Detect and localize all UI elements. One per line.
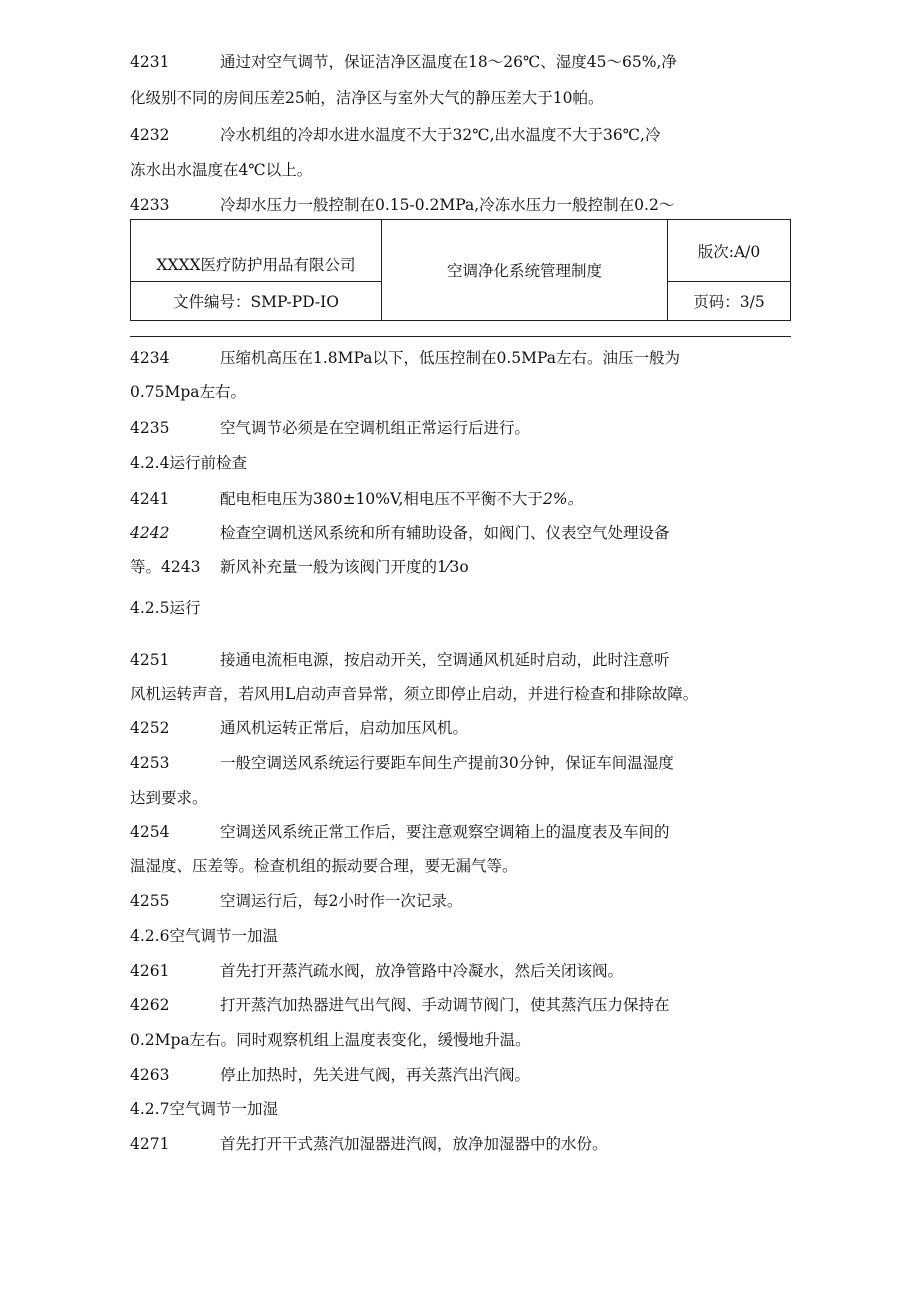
item-number: 4252: [130, 719, 170, 737]
item-number: 4231: [130, 53, 170, 71]
item-text: 新风补充量一般为该阀门开度的1⁄3o: [220, 558, 469, 576]
item-text: 空气调节必须是在空调机组正常运行后进行。: [220, 419, 531, 437]
document-title: 空调净化系统管理制度: [382, 220, 668, 321]
item-text: 通过对空气调节，保证洁净区温度在18～26℃、湿度45～65%,净: [220, 53, 677, 71]
section-heading: 4.2.6空气调节一加温: [130, 927, 278, 945]
item-number: 4253: [130, 754, 170, 772]
item-continuation: 达到要求。: [130, 789, 208, 807]
item-text: 接通电流柜电源，按启动开关，空调通风机延时启动，此时注意听: [220, 651, 670, 669]
item-continuation: 化级别不同的房间压差25帕，洁净区与室外大气的静压差大于10帕。: [130, 89, 604, 107]
item-text: 首先打开干式蒸汽加湿器进汽阀，放净加湿器中的水份。: [220, 1135, 608, 1153]
item-text: 首先打开蒸汽疏水阀，放净管路中冷凝水，然后关闭该阀。: [220, 962, 624, 980]
item-text: 停止加热时，先关进气阀，再关蒸汽出汽阀。: [220, 1066, 531, 1084]
item-text: 检查空调机送风系统和所有辅助设备，如阀门、仪表空气处理设备: [220, 524, 670, 542]
item-text: 空调运行后，每2小时作一次记录。: [220, 892, 463, 910]
item-text-main: 配电柜电压为380±10%V,相电压不平衡不大于: [220, 490, 543, 508]
item-number: 4254: [130, 823, 170, 841]
item-text: [220, 489, 583, 509]
item-number: 4242: [130, 524, 170, 542]
item-text: 压缩机高压在1.8MPa以下，低压控制在0.5MPa左右。油压一般为: [220, 349, 680, 367]
item-number: 4234: [130, 349, 170, 367]
header-divider: [130, 336, 791, 337]
item-number: 4255: [130, 892, 170, 910]
document-number: 文件编号：SMP-PD-IO: [131, 282, 382, 321]
section-heading: 4.2.4运行前检查: [130, 454, 247, 472]
section-heading: 4.2.7空气调节一加湿: [130, 1100, 278, 1118]
document-header-table: [130, 219, 791, 321]
item-continuation: 温湿度、压差等。检查机组的振动要合理，要无漏气等。: [130, 857, 518, 875]
item-text: 打开蒸汽加热器进气出气阀、手动调节阀门，使其蒸汽压力保持在: [220, 996, 670, 1014]
page-number: 页码：3/5: [668, 282, 791, 321]
item-text: 冷水机组的冷却水进水温度不大于32℃,出水温度不大于36℃,冷: [220, 126, 661, 144]
item-number: 4232: [130, 126, 170, 144]
item-continuation: 风机运转声音，若风用L启动声音异常，须立即停止启动，并进行检查和排除故障。: [130, 685, 699, 703]
item-number: 4251: [130, 651, 170, 669]
item-number: 4263: [130, 1066, 170, 1084]
item-number: 4241: [130, 490, 170, 508]
item-text: 冷却水压力一般控制在0.15-0.2MPa,冷冻水压力一般控制在0.2～: [220, 196, 675, 214]
item-number: 4233: [130, 196, 170, 214]
item-continuation: 冻水出水温度在4℃以上。: [130, 161, 313, 179]
item-number: 4271: [130, 1135, 170, 1153]
item-text: 空调送风系统正常工作后，要注意观察空调箱上的温度表及车间的: [220, 823, 670, 841]
item-text-value: 2%。: [542, 490, 584, 508]
item-text: 通风机运转正常后，启动加压风机。: [220, 719, 469, 737]
version-label: 版次:A/0: [668, 220, 791, 282]
item-number: 4235: [130, 419, 170, 437]
company-name: XXXX医疗防护用品有限公司: [131, 220, 382, 282]
item-number: 4261: [130, 962, 170, 980]
item-continuation: 0.2Mpa左右。同时观察机组上温度表变化，缓慢地升温。: [130, 1031, 531, 1049]
item-text: 一般空调送风系统运行要距车间生产提前30分钟，保证车间温湿度: [220, 754, 674, 772]
section-heading: 4.2.5运行: [130, 599, 201, 617]
item-continuation: 0.75Mpa左右。: [130, 383, 247, 401]
item-number: 4262: [130, 996, 170, 1014]
item-continuation: 等。4243: [130, 558, 201, 576]
